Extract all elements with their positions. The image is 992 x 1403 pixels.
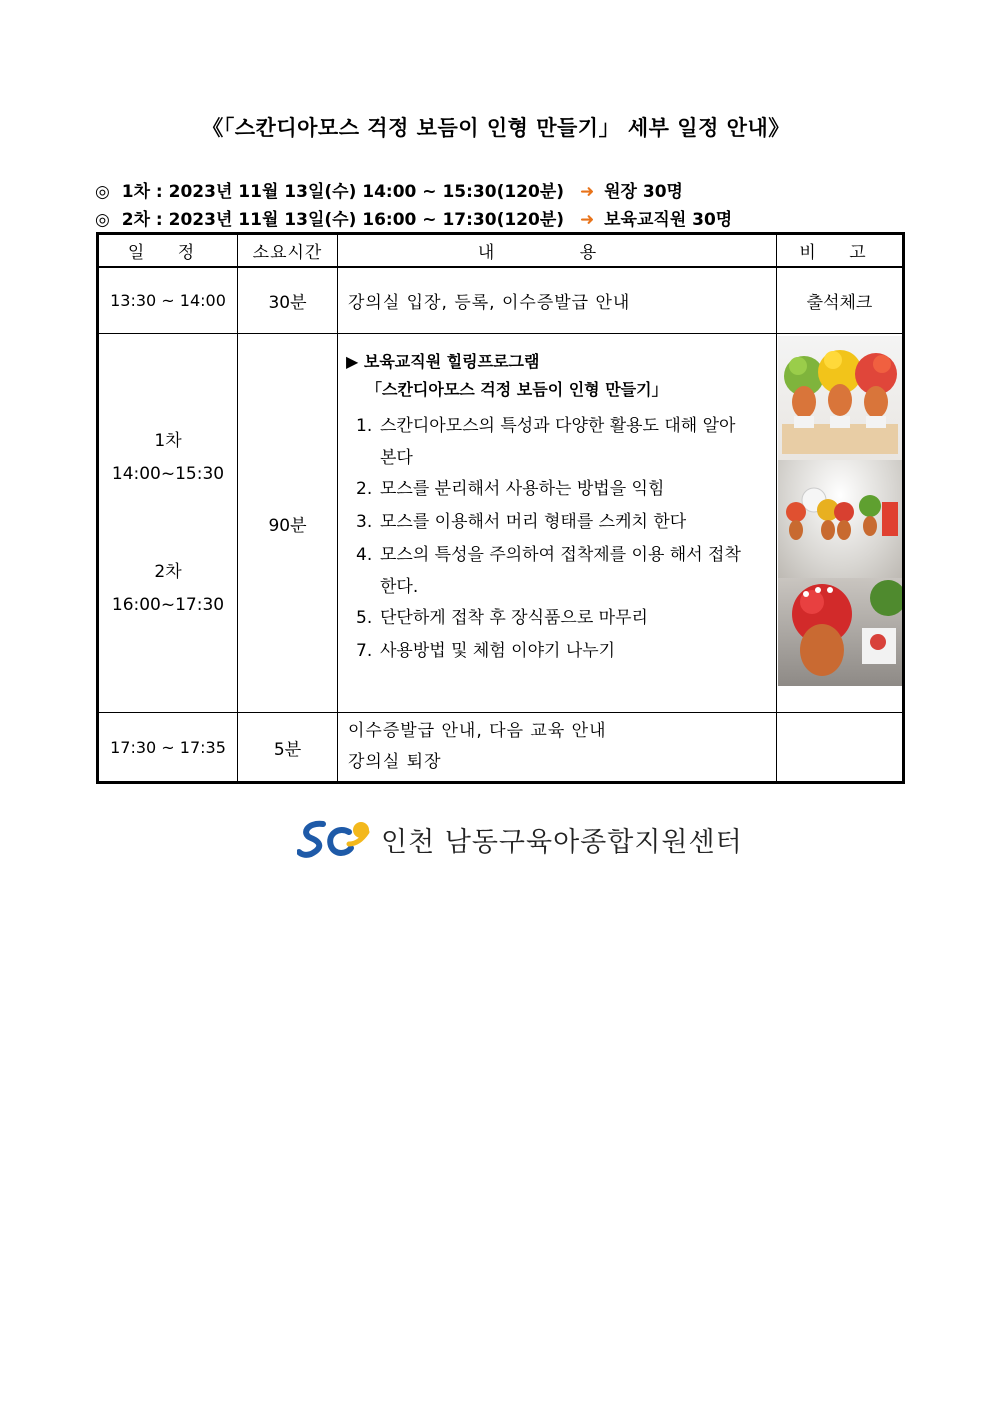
row3-duration: 5분 [238, 713, 338, 783]
header-note: 비 고 [777, 234, 904, 268]
program-steps [346, 410, 770, 668]
row1-duration: 30분 [238, 267, 338, 334]
header-duration: 소요시간 [238, 234, 338, 268]
row2-times [98, 334, 238, 713]
footer-logo [297, 818, 743, 860]
row3-content [338, 713, 777, 783]
row2-time2: 16:00~17:30 [111, 594, 225, 615]
list-item: 2. 모스를 분리해서 사용하는 방법을 익힘 [356, 479, 665, 499]
doll-photo-3 [778, 578, 902, 686]
arrow-right-icon: ➜ [579, 182, 595, 202]
row1-note: 출석체크 [777, 267, 904, 334]
table-row [98, 334, 904, 713]
row2-time1-label: 1차 [154, 430, 182, 451]
header-schedule: 일 정 [98, 234, 238, 268]
list-item: 3. 모스를 이용해서 머리 형태를 스케치 한다 [356, 512, 687, 532]
arrow-right-icon: ➜ [579, 210, 595, 230]
session-1-label: 1차 : 2023년 11월 13일(수) 14:00 ~ 15:30(120분) [121, 182, 565, 202]
session-1-target: 원장 30명 [604, 182, 683, 202]
list-item: 5. 단단하게 접착 후 장식품으로 마무리 [356, 608, 648, 628]
schedule-table [96, 232, 905, 784]
table-header-row [98, 234, 904, 268]
bullet-icon: ◎ [95, 210, 110, 230]
session-2-label: 2차 : 2023년 11월 13일(수) 16:00 ~ 17:30(120분) [121, 210, 565, 230]
list-item: 7. 사용방법 및 체험 이야기 나누기 [356, 641, 616, 661]
row3-time: 17:30 ~ 17:35 [98, 713, 238, 783]
session-2-target: 보육교직원 30명 [604, 210, 733, 230]
row1-time: 13:30 ~ 14:00 [98, 267, 238, 334]
list-item: 1. 스칸디아모스의 특성과 다양한 활용도 대해 알아 본다 [356, 416, 736, 468]
center-logo-icon [297, 818, 375, 860]
program-heading: ▶ 보육교직원 힐링프로그램 [346, 352, 540, 371]
row2-duration: 90분 [238, 334, 338, 713]
table-row [98, 713, 904, 783]
row3-line1: 이수증발급 안내, 다음 교육 안내 [348, 721, 607, 741]
org-name: 인천 남동구육아종합지원센터 [381, 826, 743, 858]
page-title: 《「스칸디아모스 걱정 보듬이 인형 만들기」 세부 일정 안내》 [202, 116, 790, 140]
row2-content [338, 334, 777, 713]
row2-time2-label: 2차 [154, 561, 182, 582]
session-2-line [95, 205, 738, 230]
bullet-icon: ◎ [95, 182, 110, 202]
program-subheading: 「스칸디아모스 걱정 보듬이 인형 만들기」 [366, 380, 668, 399]
row1-content: 강의실 입장, 등록, 이수증발급 안내 [338, 267, 777, 334]
session-1-line [95, 177, 689, 202]
doll-photo-1 [778, 336, 902, 460]
row3-line2: 강의실 퇴장 [348, 752, 442, 772]
doll-photo-2 [778, 460, 902, 578]
header-content: 내 용 [338, 234, 777, 268]
row2-photos [777, 334, 904, 713]
row2-time1: 14:00~15:30 [111, 463, 225, 484]
table-row [98, 267, 904, 334]
list-item: 4. 모스의 특성을 주의하여 접착제를 이용 해서 접착 한다. [356, 545, 741, 597]
row3-note [777, 713, 904, 783]
